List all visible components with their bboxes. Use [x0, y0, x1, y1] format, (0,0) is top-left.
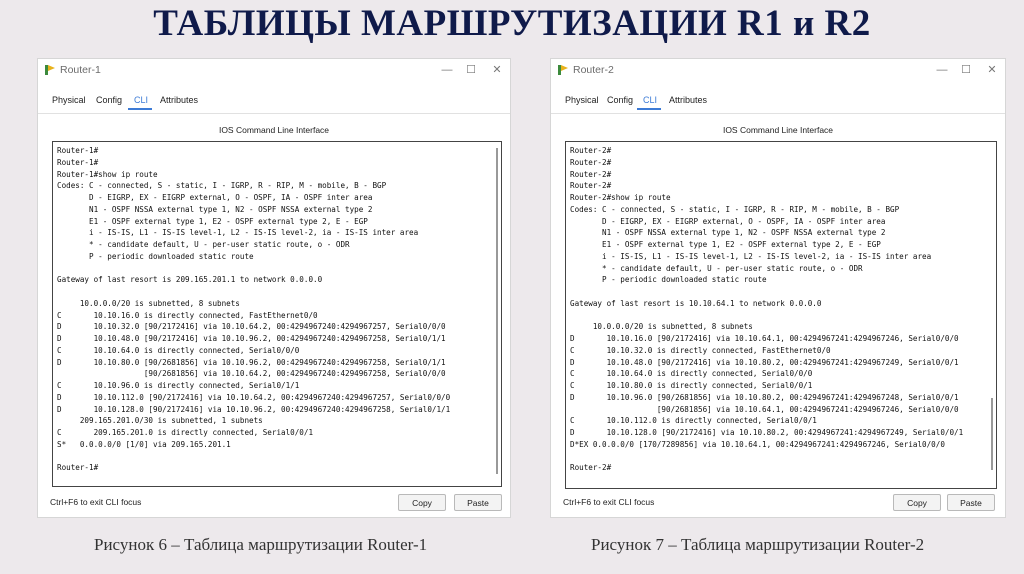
router-app-icon: [557, 64, 569, 76]
minimize-button[interactable]: —: [936, 64, 948, 76]
tab-cli[interactable]: CLI: [643, 95, 658, 105]
tab-config[interactable]: Config: [607, 95, 634, 105]
slide-title: ТАБЛИЦЫ МАРШРУТИЗАЦИИ R1 и R2: [153, 3, 871, 44]
tab-divider: [551, 113, 1005, 114]
titlebar: [38, 59, 510, 83]
window-title: Router-1: [60, 64, 101, 76]
active-tab-indicator: [128, 108, 152, 110]
cli-header: IOS Command Line Interface: [218, 125, 330, 135]
window-title: Router-2: [573, 64, 614, 76]
scrollbar[interactable]: [991, 398, 993, 470]
minimize-button[interactable]: —: [441, 64, 453, 76]
tab-cli[interactable]: CLI: [134, 95, 149, 105]
tab-config[interactable]: Config: [96, 95, 123, 105]
tab-divider: [38, 113, 510, 114]
copy-button[interactable]: Copy: [893, 494, 941, 511]
cli-output: Router-1# Router-1# Router-1#show ip route Codes: C - connected, S - static, I - IGRP, R - RIP, M - mobile, B - BGP D - EIGRP, EX - EIGRP external, O - OSPF, IA - OSPF inter area N1 - OSPF NSSA external type 1, N2 - OSPF NSSA external type 2 E1 - OSPF external type 1, E2 - OSPF external type 2, E - EGP i - IS-IS, L1 - IS-IS level-1, L2 - IS-IS level-2, ia - IS-IS inter area * - candidate default, U - per-user static route, o - ODR P - periodic downloaded static route Gateway of last resort is 209.165.201.1 to network 0.0.0.0 10.0.0.0/20 is subnetted, 8 subnets C 10.10.16.0 is directly connected, FastEthernet0/0 D 10.10.32.0 [90/2172416] via 10.10.64.2, 00:4294967240:4294967257, Serial0/0/0 D 10.10.48.0 [90/2172416] via 10.10.96.2, 00:4294967240:4294967258, Serial0/1/1 C 10.10.64.0 is directly connected, Serial0/0/0 D 10.10.80.0 [90/2681856] via 10.10.96.2, 00:4294967240:4294967258, Serial0/1/1 [90/2681856] via 10.10.64.2, 00:4294967240:4294967258, Serial0/0/0 C 10.10.96.0 is directly connected, Serial0/1/1 D 10.10.112.0 [90/2172416] via 10.10.64.2, 00:4294967240:4294967257, Serial0/0/0 D 10.10.128.0 [90/2172416] via 10.10.96.2, 00:4294967240:4294967258, Serial0/1/1 209.165.201.0/30 is subnetted, 1 subnets C 209.165.201.0 is directly connected, Serial0/0/1 S* 0.0.0.0/0 [1/0] via 209.165.201.1 Router-1#: [57, 146, 451, 473]
cli-output: Router-2# Router-2# Router-2# Router-2# Router-2#show ip route Codes: C - connected, S - static, I - IGRP, R - RIP, M - mobile, B - BGP D - EIGRP, EX - EIGRP external, O - OSPF, IA - OSPF inter area N1 - OSPF NSSA external type 1, N2 - OSPF NSSA external type 2 E1 - OSPF external type 1, E2 - OSPF external type 2, E - EGP i - IS-IS, L1 - IS-IS level-1, L2 - IS-IS level-2, ia - IS-IS inter area * - candidate default, U - per-user static route, o - ODR P - periodic downloaded static route Gateway of last resort is 10.10.64.1 to network 0.0.0.0 10.0.0.0/20 is subnetted, 8 subnets D 10.10.16.0 [90/2172416] via 10.10.64.1, 00:4294967241:4294967246, Serial0/0/0 C 10.10.32.0 is directly connected, FastEthernet0/0 D 10.10.48.0 [90/2172416] via 10.10.80.2, 00:4294967241:4294967249, Serial0/0/1 C 10.10.64.0 is directly connected, Serial0/0/0 C 10.10.80.0 is directly connected, Serial0/0/1 D 10.10.96.0 [90/2681856] via 10.10.80.2, 00:4294967241:4294967248, Serial0/0/1 [90/2681856] via 10.10.64.1, 00:4294967241:4294967246, Serial0/0/0 C 10.10.112.0 is directly connected, Serial0/0/1 D 10.10.128.0 [90/2172416] via 10.10.80.2, 00:4294967241:4294967249, Serial0/0/1 D*EX 0.0.0.0/0 [170/7289856] via 10.10.64.1, 00:4294967241:4294967246, Serial0/0/0 Router-2#: [570, 146, 964, 473]
maximize-button[interactable]: ☐: [466, 64, 476, 76]
tab-physical[interactable]: Physical: [565, 95, 599, 105]
tab-physical[interactable]: Physical: [52, 95, 86, 105]
tab-attributes[interactable]: Attributes: [669, 95, 708, 105]
paste-button[interactable]: Paste: [947, 494, 995, 511]
maximize-button[interactable]: ☐: [961, 64, 971, 76]
cli-focus-hint: Ctrl+F6 to exit CLI focus: [563, 497, 655, 507]
caption-router-2: Рисунок 7 – Таблица маршрутизации Router-2: [591, 535, 925, 554]
cli-terminal[interactable]: [52, 141, 502, 487]
close-button[interactable]: ✕: [987, 64, 997, 76]
router-1-window: [37, 58, 511, 518]
copy-button[interactable]: Copy: [398, 494, 446, 511]
close-button[interactable]: ✕: [492, 64, 502, 76]
cli-terminal[interactable]: [565, 141, 997, 489]
scrollbar[interactable]: [496, 148, 498, 474]
paste-button[interactable]: Paste: [454, 494, 502, 511]
tab-attributes[interactable]: Attributes: [160, 95, 199, 105]
active-tab-indicator: [637, 108, 661, 110]
cli-focus-hint: Ctrl+F6 to exit CLI focus: [50, 497, 142, 507]
router-2-window: [550, 58, 1006, 518]
titlebar: [551, 59, 1005, 83]
cli-header: IOS Command Line Interface: [722, 125, 834, 135]
router-app-icon: [44, 64, 56, 76]
caption-router-1: Рисунок 6 – Таблица маршрутизации Router-1: [94, 535, 428, 554]
